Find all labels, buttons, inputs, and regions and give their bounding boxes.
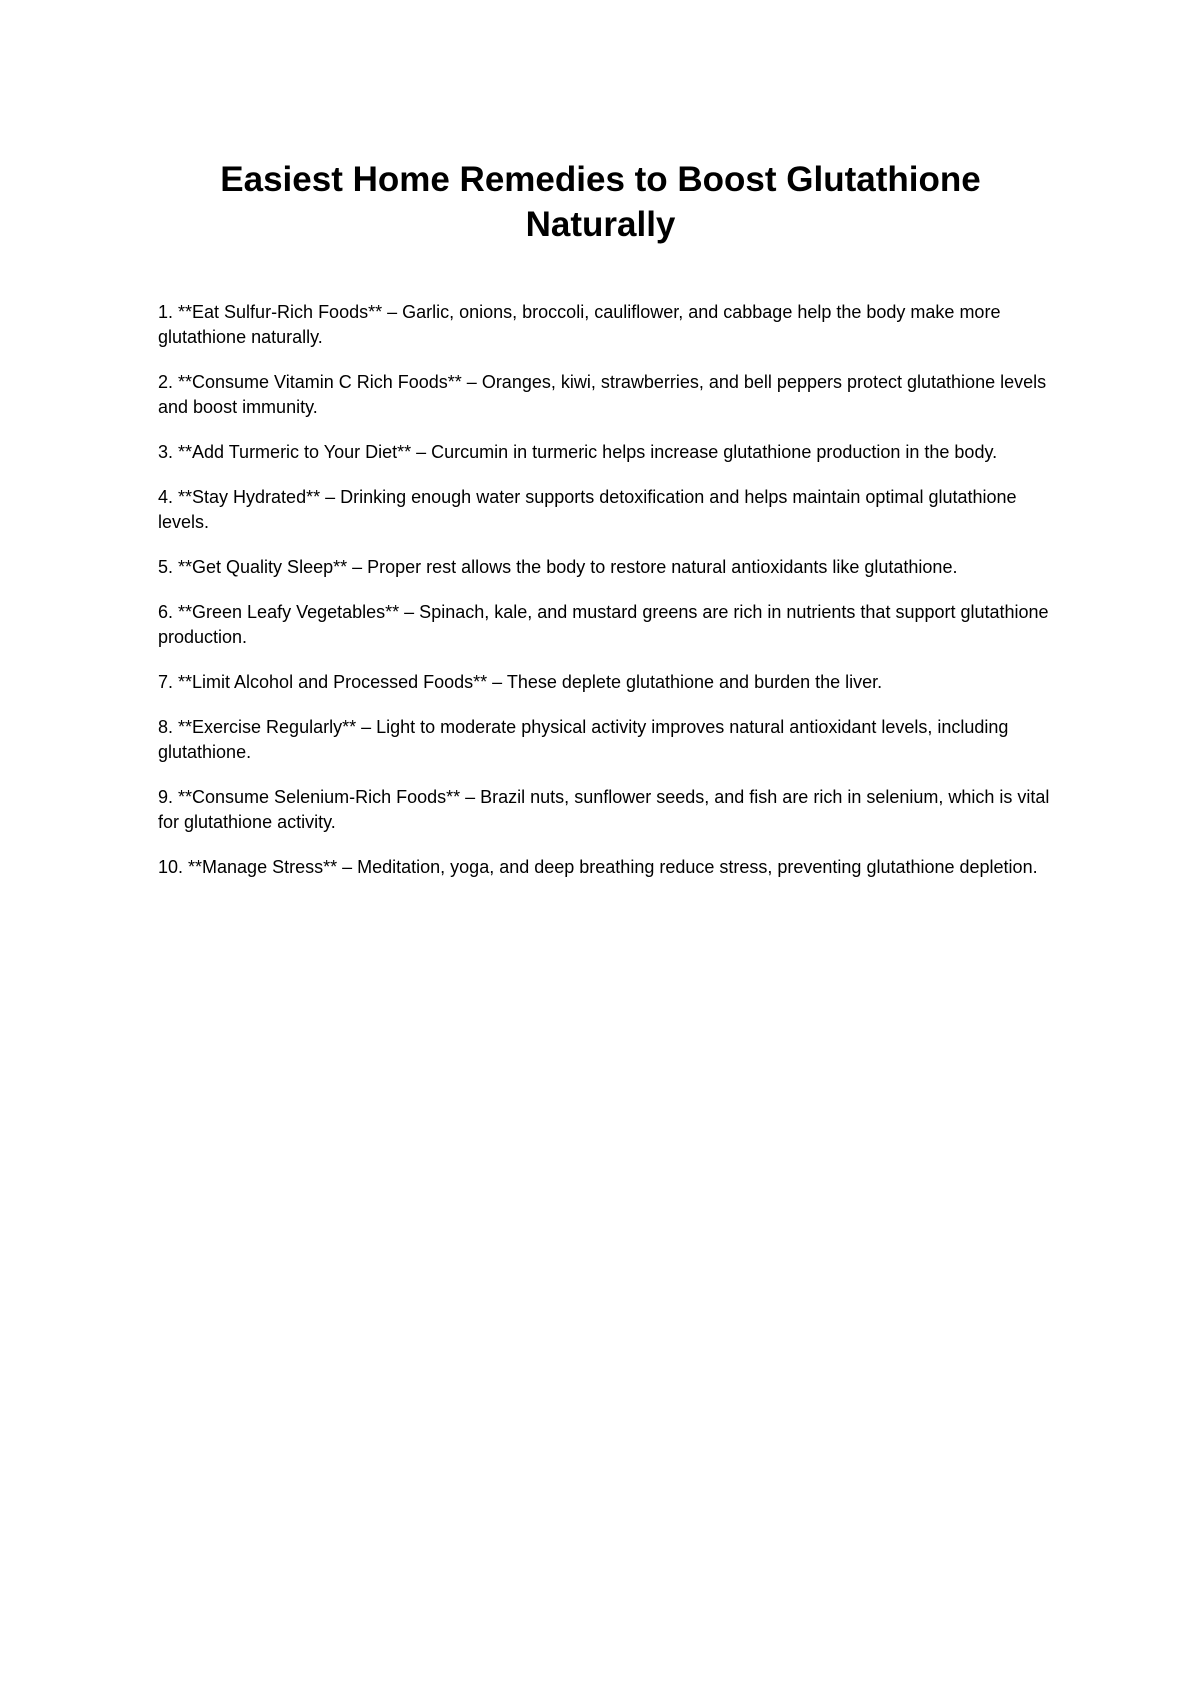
- list-item: 7. **Limit Alcohol and Processed Foods** – These deplete glutathione and burden the liver.: [158, 672, 883, 692]
- list-item: 4. **Stay Hydrated** – Drinking enough water supports detoxification and helps maintain optimal glutathione levels.: [158, 487, 1017, 532]
- list-item: 6. **Green Leafy Vegetables** – Spinach, kale, and mustard greens are rich in nutrients that support glutathione production.: [158, 602, 1049, 647]
- list-item: 5. **Get Quality Sleep** – Proper rest allows the body to restore natural antioxidants like glutathione.: [158, 557, 958, 577]
- list-item: 2. **Consume Vitamin C Rich Foods** – Oranges, kiwi, strawberries, and bell peppers protect glutathione levels and boost immunity.: [158, 372, 1047, 417]
- page-title: Easiest Home Remedies to Boost Glutathione Naturally: [220, 160, 981, 244]
- list-item: 8. **Exercise Regularly** – Light to moderate physical activity improves natural antioxidant levels, including glutathione.: [158, 717, 1009, 762]
- list-item: 10. **Manage Stress** – Meditation, yoga, and deep breathing reduce stress, preventing glutathione depletion.: [158, 857, 1038, 877]
- list-item: 9. **Consume Selenium-Rich Foods** – Brazil nuts, sunflower seeds, and fish are rich in selenium, which is vital for glutathione activity.: [158, 787, 1050, 832]
- remedies-list: [158, 300, 1058, 900]
- list-item: 1. **Eat Sulfur-Rich Foods** – Garlic, onions, broccoli, cauliflower, and cabbage help the body make more glutathione naturally.: [158, 302, 1001, 347]
- list-item: 3. **Add Turmeric to Your Diet** – Curcumin in turmeric helps increase glutathione production in the body.: [158, 442, 998, 462]
